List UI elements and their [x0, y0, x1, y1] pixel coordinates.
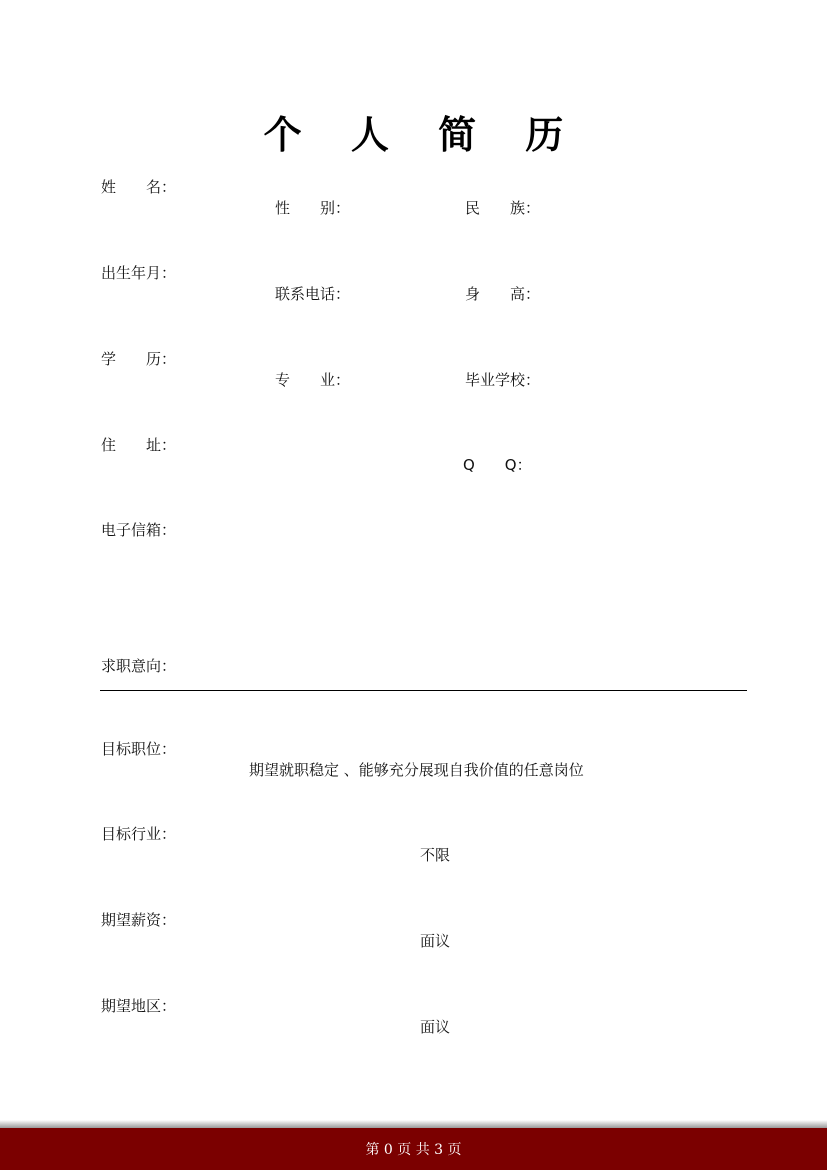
education-label: 学 历： [101, 350, 177, 368]
section-divider [100, 690, 747, 691]
phone-label: 联系电话： [275, 285, 351, 303]
region-label: 期望地区： [101, 997, 177, 1015]
name-label: 姓 名： [101, 178, 177, 196]
school-label: 毕业学校： [465, 371, 541, 389]
birth-date-label: 出生年月： [101, 264, 177, 282]
page-footer [0, 1128, 827, 1170]
height-label: 身 高： [465, 285, 541, 303]
target-position-label: 目标职位： [101, 740, 177, 758]
ethnicity-label: 民 族： [465, 199, 541, 217]
page-number: 第 0 页 共 3 页 [365, 1142, 462, 1158]
target-industry-value: 不限 [420, 846, 451, 864]
page-title: 个 人 简 历 [263, 113, 582, 157]
region-value: 面议 [420, 1018, 451, 1036]
job-intention-heading: 求职意向： [101, 657, 177, 675]
gender-label: 性 别： [275, 199, 351, 217]
salary-label: 期望薪资： [101, 911, 177, 929]
target-position-value: 期望就职稳定 、能够充分展现自我价值的任意岗位 [249, 761, 584, 779]
footer-shadow [0, 1120, 827, 1128]
major-label: 专 业： [275, 371, 351, 389]
salary-value: 面议 [420, 932, 451, 950]
email-label: 电子信箱： [101, 521, 177, 539]
address-label: 住 址： [101, 436, 177, 454]
target-industry-label: 目标行业： [101, 825, 177, 843]
qq-label: Q Q： [463, 456, 532, 474]
